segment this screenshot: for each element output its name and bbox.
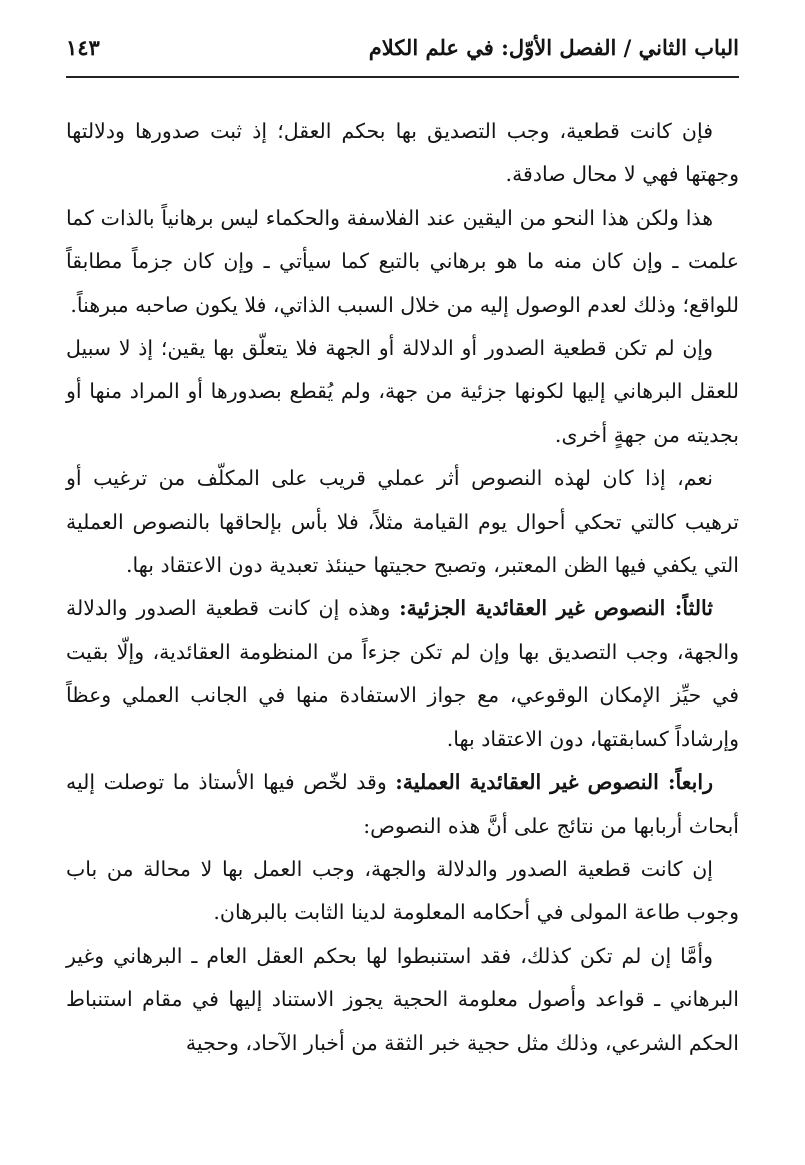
header-rule <box>66 76 739 78</box>
paragraph: إن كانت قطعية الصدور والدلالة والجهة، وجب العمل بها لا محالة من باب وجوب طاعة المولى في أحكامه المعلومة لدينا الثابت بالبرهان. <box>66 856 739 925</box>
paragraph: وإن لم تكن قطعية الصدور أو الدلالة أو الجهة فلا يتعلّق بها يقين؛ إذ لا سبيل للعقل البرهاني إليها لكونها جزئية من جهة، ولم يُقطع بصدورها أو المراد منها أو بجديته من جهةٍ أخرى. <box>66 336 739 447</box>
paragraph-lead: رابعاً: النصوص غير العقائدية العملية: <box>395 770 713 795</box>
paragraph: ثالثاً: النصوص غير العقائدية الجزئية: وهذه إن كانت قطعية الصدور والدلالة والجهة، وجب التصديق بها وإن لم تكن جزءاً من المنظومة العقائدية، وإلّا بقيت في حيِّز الإمكان الوقوعي، مع جواز الاستفادة منها في الجانب العملي وعظاً وإرشاداً كسابقتها، دون الاعتقاد بها. <box>66 596 739 751</box>
paragraph: فإن كانت قطعية، وجب التصديق بها بحكم العقل؛ إذ ثبت صدورها ودلالتها وجهتها فهي لا محال صادقة. <box>66 119 739 187</box>
paragraph: هذا ولكن هذا النحو من اليقين عند الفلاسفة والحكماء ليس برهانياً بالذات كما علمت ـ وإن كان منه ما هو برهاني بالتبع كما سيأتي ـ وإن كان جزماً مطابقاً للواقع؛ وذلك لعدم الوصول إليه من خلال السبب الذاتي، فلا يكون صاحبه مبرهناً. <box>66 205 739 317</box>
paragraph: نعم، إذا كان لهذه النصوص أثر عملي قريب على المكلّف من ترغيب أو ترهيب كالتي تحكي أحوال يوم القيامة مثلاً، فلا بأس بإلحاقها بالنصوص العملية التي يكفي فيها الظن المعتبر، وتصبح حجيتها حينئذ تعبدية دون الاعتقاد بها. <box>66 466 739 578</box>
paragraph-lead: ثالثاً: النصوص غير العقائدية الجزئية: <box>399 596 713 621</box>
page-header <box>66 28 739 66</box>
paragraph: رابعاً: النصوص غير العقائدية العملية: وقد لخّص فيها الأستاذ ما توصلت إليه أبحاث أربابها من نتائج على أنَّ هذه النصوص: <box>66 770 739 838</box>
page-number: ١٤٣ <box>66 34 100 60</box>
running-title: الباب الثاني / الفصل الأوّل: في علم الكلام <box>368 34 739 60</box>
body-text <box>66 110 739 1065</box>
paragraph: وأمَّا إن لم تكن كذلك، فقد استنبطوا لها بحكم العقل العام ـ البرهاني وغير البرهاني ـ قواعد وأصول معلومة الحجية يجوز الاستناد إليها في مقام استنباط الحكم الشرعي، وذلك مثل حجية خبر الثقة من أخبار الآحاد، وحجية <box>66 943 739 1055</box>
